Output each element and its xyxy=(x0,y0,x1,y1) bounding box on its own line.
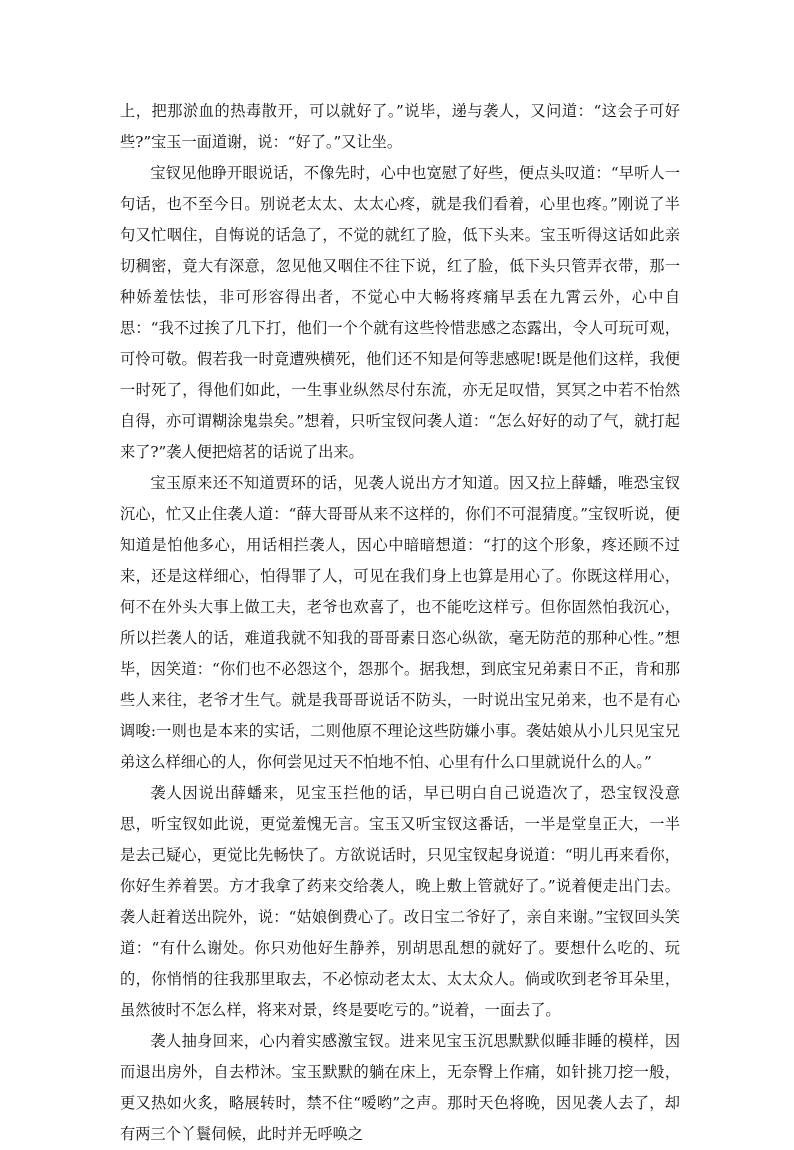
paragraph-1: 上，把那淤血的热毒散开，可以就好了。”说毕，递与袭人，又问道：“这会子可好些?”宝玉一面道谢，说：“好了。”又让坐。 xyxy=(120,102,680,151)
paragraph-3: 宝玉原来还不知道贾环的话，见袭人说出方才知道。因又拉上薛蟠，唯恐宝钗沉心，忙又止住袭人道：“薛大哥哥从来不这样的，你们不可混猜度。”宝钗听说，便知道是怕他多心，用话相拦袭人，因心中暗暗想道：“打的这个形象，疼还顾不过来，还是这样细心，怕得罪了人，可见在我们身上也算是用心了。你既这样用心，何不在外头大事上做工夫，老爷也欢喜了，也不能吃这样亏。但你固然怕我沉心，所以拦袭人的话，难道我就不知我的哥哥素日恣心纵欲，毫无防范的那种心性。”想毕，因笑道：“你们也不必怨这个，怨那个。据我想，到底宝兄弟素日不正，肯和那些人来往，老爷才生气。就是我哥哥说话不防头，一时说出宝兄弟来，也不是有心调唆:一则也是本来的实话，二则他原不理论这些防嫌小事。袭姑娘从小儿只见宝兄弟这么样细心的人，你何尝见过天不怕地不怕、心里有什么口里就说什么的人。” xyxy=(120,474,680,771)
paragraph-2: 宝钗见他睁开眼说话，不像先时，心中也宽慰了好些，便点头叹道：“早听人一句话，也不至今日。别说老太太、太太心疼，就是我们看着，心里也疼。”刚说了半句又忙咽住，自悔说的话急了，不觉的就红了脸，低下头来。宝玉听得这话如此亲切稠密，竟大有深意，忽见他又咽住不往下说，红了脸，低下头只管弄衣带，那一种娇羞怯怯，非可形容得出者，不觉心中大畅将疼痛早丢在九霄云外，心中自思：“我不过挨了几下打，他们一个个就有这些怜惜悲感之态露出，令人可玩可观，可怜可敬。假若我一时竟遭殃横死，他们还不知是何等悲感呢!既是他们这样，我便一时死了，得他们如此，一生事业纵然尽付东流，亦无足叹惜，冥冥之中若不怡然自得，亦可谓糊涂鬼祟矣。”想着，只听宝钗问袭人道：“怎么好好的动了气，就打起来了?”袭人便把焙茗的话说了出来。 xyxy=(120,164,680,461)
paragraph-5: 袭人抽身回来，心内着实感激宝钗。进来见宝玉沉思默默似睡非睡的模样，因而退出房外，自去栉沐。宝玉默默的躺在床上，无奈臀上作痛，如针挑刀挖一般，更又热如火炙，略展转时，禁不住“嗳哟”之声。那时天色将晚，因见袭人去了，却有两三个丫鬟伺候，此时并无呼唤之 xyxy=(120,1032,680,1143)
paragraph-4: 袭人因说出薛蟠来，见宝玉拦他的话，早已明白自己说造次了，恐宝钗没意思，听宝钗如此说，更觉羞愧无言。宝玉又听宝钗这番话，一半是堂皇正大，一半是去己疑心，更觉比先畅快了。方欲说话时，只见宝钗起身说道：“明儿再来看你，你好生养着罢。方才我拿了药来交给袭人，晚上敷上管就好了。”说着便走出门去。袭人赶着送出院外，说：“姑娘倒费心了。改日宝二爷好了，亲自来谢。”宝钗回头笑道：“有什么谢处。你只劝他好生静养，别胡思乱想的就好了。要想什么吃的、玩的，你悄悄的往我那里取去，不必惊动老太太、太太众人。倘或吹到老爷耳朵里，虽然彼时不怎么样，将来对景，终是要吃亏的。”说着，一面去了。 xyxy=(120,784,680,1019)
document-page xyxy=(120,96,680,1150)
